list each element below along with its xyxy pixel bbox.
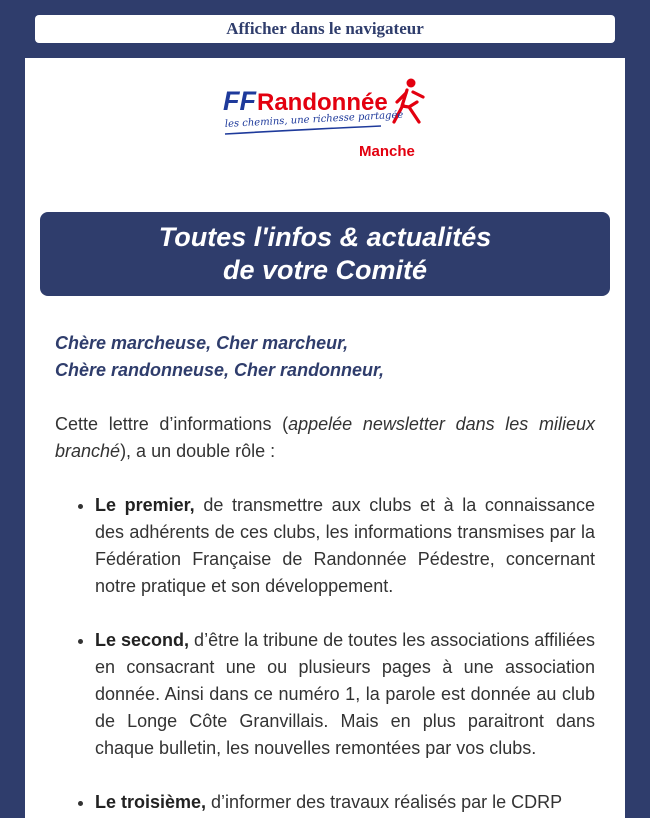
greeting-line2: Chère randonneuse, Cher randonneur,	[55, 360, 385, 380]
intro-text-italic: appelée newsletter dans les milieux branché	[55, 414, 595, 461]
logo-brand-name: Randonnée	[257, 89, 388, 116]
role-lead: Le second,	[95, 630, 190, 650]
intro-text-before: Cette lettre d’informations (	[55, 414, 289, 434]
newsletter-body	[25, 58, 625, 818]
list-item	[95, 492, 595, 600]
role-text: de transmettre aux clubs et à la connaissance des adhérents de ces clubs, les informations transmises par la Fédération Française de Randonnée Pédestre, concernant notre pratique et son développement.	[95, 495, 595, 596]
role-lead: Le troisième,	[95, 792, 207, 812]
list-item	[95, 789, 595, 816]
roles-list	[55, 492, 595, 818]
logo-graphic	[223, 76, 433, 166]
intro-text-after: ), a un double rôle :	[120, 441, 276, 461]
greeting	[55, 330, 600, 384]
ffrandonnee-manche-logo[interactable]	[223, 76, 433, 166]
role-text: d’être la tribune de toutes les associations affiliées en consacrant une ou plusieurs pages à une association donnée. Ainsi dans ce numéro 1, la parole est donnée au club de Longe Côte Granvillais. Mais en plus paraitront dans chaque bulletin, les nouvelles remontées par vos clubs.	[95, 630, 596, 758]
greeting-line1: Chère marcheuse, Cher marcheur,	[55, 333, 349, 353]
role-text: d’informer des travaux réalisés par le CDRP	[206, 792, 563, 812]
list-item	[95, 627, 595, 762]
logo-tagline: les chemins, une richesse partagée	[224, 109, 404, 130]
view-in-browser-bar	[35, 15, 615, 43]
view-in-browser-link[interactable]: Afficher dans le navigateur	[226, 19, 424, 38]
logo-region: Manche	[359, 143, 415, 160]
intro-paragraph	[55, 411, 595, 465]
logo-brand-ff: FF	[223, 86, 256, 116]
header-banner	[40, 212, 610, 296]
banner-title-line2: de votre Comité	[222, 255, 428, 285]
banner-title-line1: Toutes l'infos & actualités	[158, 222, 492, 252]
role-lead: Le premier,	[95, 495, 195, 515]
